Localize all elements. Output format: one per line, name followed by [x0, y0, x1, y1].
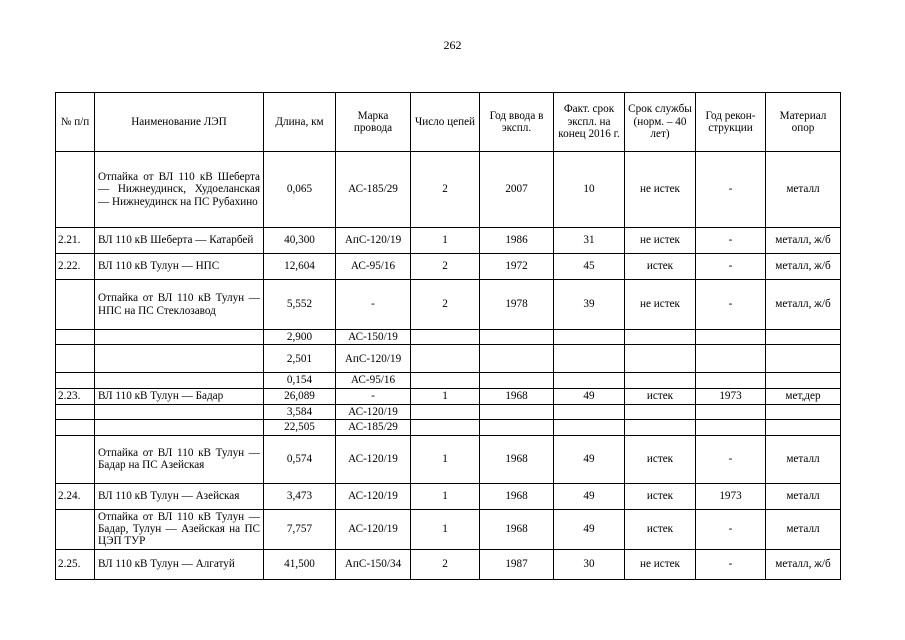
cell-pole-material: металл, ж/б — [766, 280, 841, 330]
cell-reconstruction-year — [696, 373, 766, 388]
cell-circuits — [411, 345, 480, 373]
cell-circuits — [411, 330, 480, 345]
cell-row-number — [56, 420, 95, 435]
cell-line-name: ВЛ 110 кВ Шеберта — Катарбей — [95, 228, 264, 254]
cell-service-life: не истек — [625, 549, 696, 579]
table-row — [56, 330, 841, 345]
cell-service-life: не истек — [625, 280, 696, 330]
cell-row-number — [56, 435, 95, 483]
cell-line-name: Отпайка от ВЛ 110 кВ Шеберта — Нижнеудинск, Худоеланская — Нижнеудинск на ПС Рубахино — [95, 152, 264, 228]
cell-row-number: 2.24. — [56, 483, 95, 509]
page-number: 262 — [443, 38, 462, 52]
table-row — [56, 420, 841, 435]
cell-circuits: 2 — [411, 549, 480, 579]
cell-wire-grade: АС-95/16 — [336, 254, 411, 280]
cell-line-name — [95, 404, 264, 419]
cell-length: 22,505 — [264, 420, 336, 435]
cell-circuits: 2 — [411, 152, 480, 228]
col-header-commission-year: Год ввода в экспл. — [480, 93, 554, 152]
cell-line-name — [95, 373, 264, 388]
cell-actual-service: 30 — [554, 549, 625, 579]
cell-reconstruction-year: - — [696, 280, 766, 330]
cell-wire-grade: АпС-120/19 — [336, 228, 411, 254]
cell-service-life: истек — [625, 509, 696, 549]
cell-service-life — [625, 345, 696, 373]
cell-actual-service — [554, 373, 625, 388]
col-header-number: № п/п — [56, 93, 95, 152]
cell-actual-service: 49 — [554, 509, 625, 549]
cell-actual-service: 49 — [554, 435, 625, 483]
cell-circuits: 1 — [411, 509, 480, 549]
cell-line-name: Отпайка от ВЛ 110 кВ Тулун — Бадар, Тулун — Азейская на ПС ЦЭП ТУР — [95, 509, 264, 549]
col-header-length: Длина, км — [264, 93, 336, 152]
cell-wire-grade: АС-185/29 — [336, 420, 411, 435]
cell-circuits — [411, 373, 480, 388]
cell-reconstruction-year — [696, 404, 766, 419]
cell-row-number — [56, 404, 95, 419]
cell-wire-grade: АпС-120/19 — [336, 345, 411, 373]
cell-wire-grade: АС-150/19 — [336, 330, 411, 345]
table-row — [56, 435, 841, 483]
cell-pole-material: металл, ж/б — [766, 549, 841, 579]
cell-actual-service: 31 — [554, 228, 625, 254]
cell-length: 5,552 — [264, 280, 336, 330]
cell-reconstruction-year: - — [696, 254, 766, 280]
cell-length: 3,473 — [264, 483, 336, 509]
cell-actual-service: 45 — [554, 254, 625, 280]
table-row — [56, 509, 841, 549]
cell-length: 3,584 — [264, 404, 336, 419]
cell-wire-grade: АпС-150/34 — [336, 549, 411, 579]
cell-pole-material — [766, 420, 841, 435]
cell-line-name: ВЛ 110 кВ Тулун — Бадар — [95, 388, 264, 404]
cell-reconstruction-year — [696, 330, 766, 345]
table-row — [56, 228, 841, 254]
cell-line-name: Отпайка от ВЛ 110 кВ Тулун — Бадар на ПС Азейская — [95, 435, 264, 483]
table-row — [56, 254, 841, 280]
table-row — [56, 388, 841, 404]
cell-length: 2,900 — [264, 330, 336, 345]
cell-commission-year — [480, 345, 554, 373]
cell-service-life: не истек — [625, 228, 696, 254]
cell-circuits: 2 — [411, 280, 480, 330]
cell-reconstruction-year: 1973 — [696, 388, 766, 404]
cell-commission-year: 1986 — [480, 228, 554, 254]
cell-commission-year — [480, 373, 554, 388]
cell-reconstruction-year: - — [696, 228, 766, 254]
cell-length: 7,757 — [264, 509, 336, 549]
cell-length: 2,501 — [264, 345, 336, 373]
cell-commission-year: 1968 — [480, 388, 554, 404]
cell-row-number: 2.21. — [56, 228, 95, 254]
col-header-line-name: Наименование ЛЭП — [95, 93, 264, 152]
cell-wire-grade: АС-95/16 — [336, 373, 411, 388]
cell-service-life: истек — [625, 483, 696, 509]
table-row — [56, 404, 841, 419]
cell-commission-year — [480, 330, 554, 345]
cell-service-life — [625, 420, 696, 435]
cell-reconstruction-year: - — [696, 435, 766, 483]
cell-wire-grade: - — [336, 280, 411, 330]
cell-length: 0,065 — [264, 152, 336, 228]
cell-line-name: ВЛ 110 кВ Тулун — НПС — [95, 254, 264, 280]
cell-length: 26,089 — [264, 388, 336, 404]
cell-line-name — [95, 345, 264, 373]
cell-reconstruction-year: - — [696, 509, 766, 549]
cell-pole-material — [766, 373, 841, 388]
cell-circuits: 1 — [411, 435, 480, 483]
cell-circuits: 1 — [411, 483, 480, 509]
cell-length: 0,574 — [264, 435, 336, 483]
cell-row-number — [56, 330, 95, 345]
cell-commission-year — [480, 420, 554, 435]
cell-actual-service — [554, 420, 625, 435]
cell-row-number: 2.25. — [56, 549, 95, 579]
cell-row-number — [56, 152, 95, 228]
cell-length: 0,154 — [264, 373, 336, 388]
cell-circuits: 2 — [411, 254, 480, 280]
cell-service-life: не истек — [625, 152, 696, 228]
cell-wire-grade: АС-120/19 — [336, 435, 411, 483]
cell-line-name: ВЛ 110 кВ Тулун — Алгатуй — [95, 549, 264, 579]
table-row — [56, 373, 841, 388]
cell-pole-material: металл — [766, 152, 841, 228]
cell-line-name: ВЛ 110 кВ Тулун — Азейская — [95, 483, 264, 509]
cell-line-name — [95, 420, 264, 435]
cell-wire-grade: - — [336, 388, 411, 404]
cell-pole-material: металл — [766, 483, 841, 509]
cell-actual-service — [554, 345, 625, 373]
cell-commission-year: 1972 — [480, 254, 554, 280]
cell-pole-material — [766, 345, 841, 373]
col-header-service-life: Срок службы (норм. – 40 лет) — [625, 93, 696, 152]
cell-line-name: Отпайка от ВЛ 110 кВ Тулун — НПС на ПС Стеклозавод — [95, 280, 264, 330]
table-header-row — [56, 93, 841, 152]
cell-reconstruction-year — [696, 345, 766, 373]
cell-length: 40,300 — [264, 228, 336, 254]
cell-service-life — [625, 330, 696, 345]
cell-reconstruction-year — [696, 420, 766, 435]
cell-row-number: 2.23. — [56, 388, 95, 404]
cell-commission-year: 1978 — [480, 280, 554, 330]
cell-commission-year: 1987 — [480, 549, 554, 579]
cell-pole-material: металл, ж/б — [766, 228, 841, 254]
cell-actual-service — [554, 330, 625, 345]
cell-service-life — [625, 404, 696, 419]
cell-commission-year: 1968 — [480, 483, 554, 509]
cell-line-name — [95, 330, 264, 345]
table-row — [56, 549, 841, 579]
cell-row-number: 2.22. — [56, 254, 95, 280]
cell-wire-grade: АС-120/19 — [336, 483, 411, 509]
col-header-actual-service: Факт. срок экспл. на конец 2016 г. — [554, 93, 625, 152]
cell-wire-grade: АС-120/19 — [336, 404, 411, 419]
cell-pole-material: металл — [766, 509, 841, 549]
cell-length: 41,500 — [264, 549, 336, 579]
col-header-reconstruction-year: Год рекон-струкции — [696, 93, 766, 152]
cell-pole-material — [766, 330, 841, 345]
cell-actual-service — [554, 404, 625, 419]
cell-service-life — [625, 373, 696, 388]
cell-commission-year — [480, 404, 554, 419]
table-row — [56, 483, 841, 509]
table-row — [56, 152, 841, 228]
cell-pole-material — [766, 404, 841, 419]
cell-pole-material: металл, ж/б — [766, 254, 841, 280]
cell-pole-material: мет,дер — [766, 388, 841, 404]
cell-commission-year: 2007 — [480, 152, 554, 228]
cell-row-number — [56, 280, 95, 330]
cell-reconstruction-year: - — [696, 152, 766, 228]
cell-actual-service: 10 — [554, 152, 625, 228]
table-row — [56, 280, 841, 330]
cell-pole-material: металл — [766, 435, 841, 483]
power-lines-table — [55, 92, 841, 580]
cell-wire-grade: АС-120/19 — [336, 509, 411, 549]
cell-row-number — [56, 509, 95, 549]
cell-row-number — [56, 373, 95, 388]
cell-actual-service: 39 — [554, 280, 625, 330]
cell-reconstruction-year: 1973 — [696, 483, 766, 509]
cell-circuits — [411, 404, 480, 419]
cell-length: 12,604 — [264, 254, 336, 280]
cell-service-life: истек — [625, 254, 696, 280]
cell-actual-service: 49 — [554, 388, 625, 404]
cell-service-life: истек — [625, 435, 696, 483]
col-header-wire-grade: Марка провода — [336, 93, 411, 152]
col-header-pole-material: Материал опор — [766, 93, 841, 152]
cell-commission-year: 1968 — [480, 509, 554, 549]
cell-reconstruction-year: - — [696, 549, 766, 579]
cell-actual-service: 49 — [554, 483, 625, 509]
cell-circuits: 1 — [411, 388, 480, 404]
col-header-circuits: Число цепей — [411, 93, 480, 152]
cell-commission-year: 1968 — [480, 435, 554, 483]
table-row — [56, 345, 841, 373]
cell-wire-grade: АС-185/29 — [336, 152, 411, 228]
cell-circuits: 1 — [411, 228, 480, 254]
cell-circuits — [411, 420, 480, 435]
cell-row-number — [56, 345, 95, 373]
cell-service-life: истек — [625, 388, 696, 404]
